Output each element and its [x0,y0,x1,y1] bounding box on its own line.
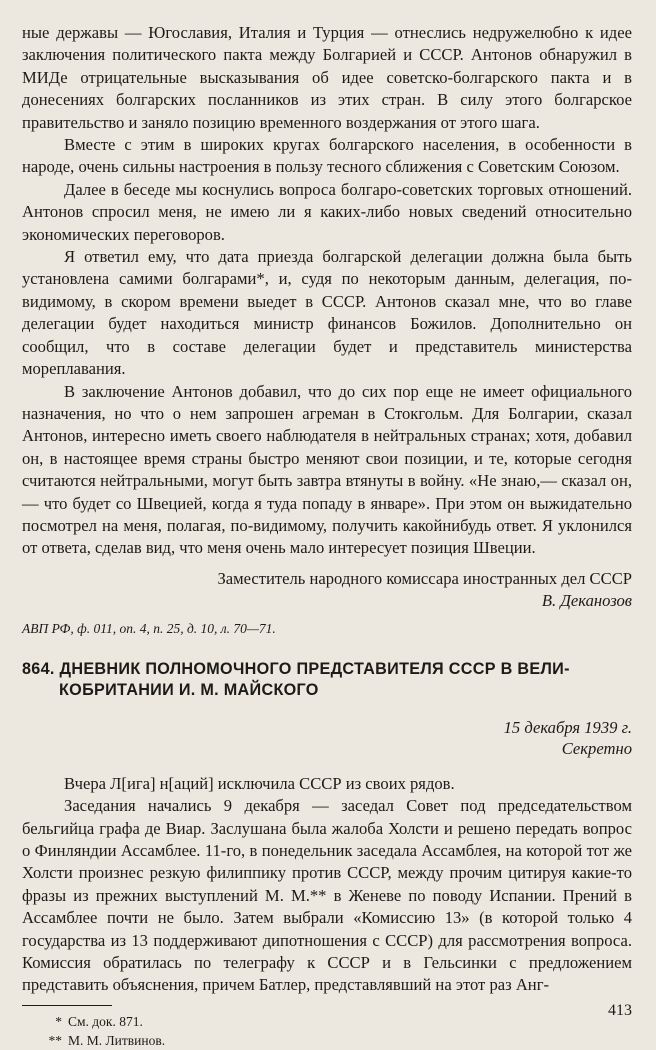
footnote [22,1031,632,1050]
page-number: 413 [608,1002,632,1019]
footnote-text: См. док. 871. [68,1013,143,1029]
footnote-mark: * [55,1013,62,1029]
heading-line-1: 864. ДНЕВНИК ПОЛНОМОЧНОГО ПРЕДСТАВИТЕЛЯ СССР В ВЕЛИ- [22,659,570,678]
document-date: 15 декабря 1939 г. [503,717,632,737]
document-heading [22,659,632,701]
footnote [22,1012,632,1031]
document-page [22,22,632,1050]
body-text-part-2 [22,773,632,997]
paragraph: В заключение Антонов добавил, что до сих пор еще не имеет официального назначения, но что о нем запрошен агреман в Стокгольм. Для Болгарии, сказал Антонов, интересно иметь своего наблюдателя в нейтральных странах; хотя, добавил он, в настоящее время страны быстро меняют свои позиции, и те, которые сегодня считаются нейтральными, могут быть завтра втянуты в войну. «Не знаю,— сказал он,— что будет со Швецией, когда я туда попаду в январе». При этом он выжидательно посмотрел на меня, полагая, по-видимому, получить какойнибудь ответ. Я уклонился от ответа, сделав вид, что меня очень мало интересует позиция Швеции. [22,381,632,558]
classification: Секретно [561,738,632,758]
archive-source: АВП РФ, ф. 011, оп. 4, п. 25, д. 10, л. 70—71. [22,620,276,636]
footnotes [22,1012,632,1050]
paragraph: Вместе с этим в широких кругах болгарского населения, в особенности в народе, очень сильны настроения в пользу тесного сближения с Советским Союзом. [22,135,632,177]
signature-block [22,568,632,612]
paragraph: Я ответил ему, что дата приезда болгарской делегации должна была быть установлена самими болгарами*, и, судя по некоторым данным, делегация, по-видимому, в скором времени выедет в СССР. Антонов сказал мне, что во главе делегации будет находиться министр финансов Божилов. Дополнительно он сообщил, что в составе делегации будет и представитель министерства мореплавания. [22,247,632,379]
footnote-text: М. М. Литвинов. [68,1032,166,1048]
signature-name: В. Деканозов [541,590,632,610]
heading-line-2: КОБРИТАНИИ И. М. МАЙСКОГО [59,680,319,699]
paragraph: Далее в беседе мы коснулись вопроса болгаро-советских торговых отношений. Антонов спросил меня, не имею ли я каких-либо новых сведений относительно экономических переговоров. [22,179,632,244]
paragraph: ные державы — Югославия, Италия и Турция — отнеслись недружелюбно к идее заключения политического пакта между Болгарией и СССР. Антонов обнаружил в МИДе отрицательные высказывания об идее советско-болгарского пакта и в донесениях болгарских посланников из этих стран. В силу этого болгарское правительство и заняло позицию временного воздержания от этого шага. [22,23,632,132]
body-text-part-1 [22,22,632,560]
paragraph: Вчера Л[ига] н[аций] исключила СССР из своих рядов. [64,773,455,793]
paragraph: Заседания начались 9 декабря — заседал Совет под председательством бельгийца графа де Виар. Заслушана была жалоба Холсти и решено передать вопрос о Финляндии Ассамблее. 11-го, в понедельник заседала Ассамблея, на которой тот же Холсти произнес резкую филиппику против СССР, между прочим цитируя какие-то фразы из прежних выступлений М. М.** в Женеве по поводу Испании. Прений в Ассамблее почти не было. Затем выбрали «Комиссию 13» (в которой только 4 государства из 13 поддерживают дипотношения с СССР) для рассмотрения вопроса. Комиссия обратилась по телеграфу к СССР и в Гельсинки с предложением представить объяснения, причем Батлер, представлявший на этот раз Анг- [22,796,632,995]
signature-title: Заместитель народного комиссара иностранных дел СССР [217,568,632,588]
dateline [22,717,632,759]
footnote-rule [22,1005,112,1006]
footnote-mark: ** [48,1032,62,1048]
